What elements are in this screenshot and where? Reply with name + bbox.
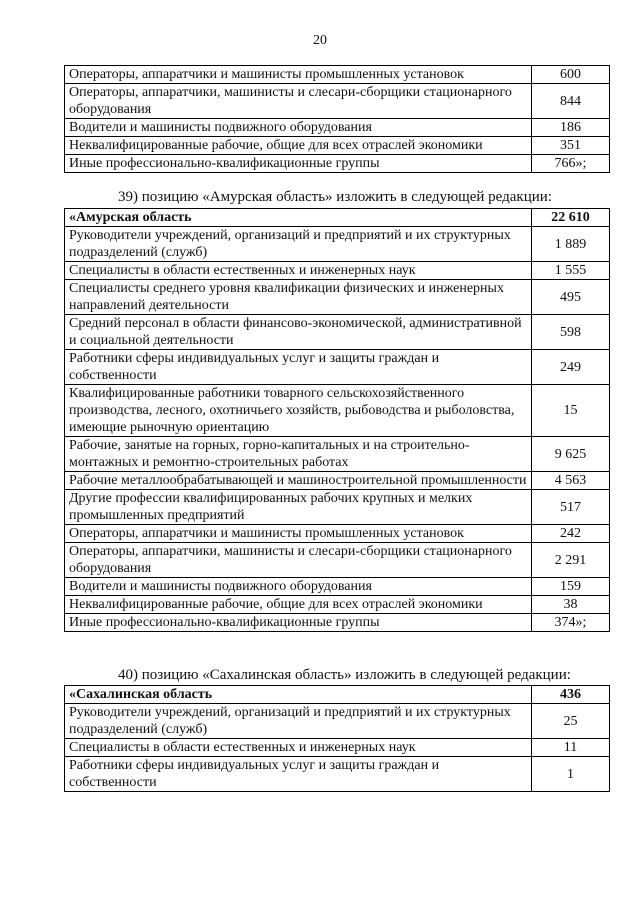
row-value: 186 [531, 119, 609, 137]
row-label: Иные профессионально-квалификационные группы [65, 614, 532, 632]
region-total: 22 610 [531, 209, 609, 227]
table-row [65, 227, 610, 262]
table-row [65, 84, 610, 119]
row-label: Операторы, аппаратчики, машинисты и слесари-сборщики стационарного оборудования [65, 84, 532, 119]
table-header-row [65, 209, 610, 227]
row-value: 38 [531, 596, 609, 614]
row-label: Неквалифицированные рабочие, общие для всех отраслей экономики [65, 137, 532, 155]
row-value: 844 [531, 84, 609, 119]
row-value: 1 555 [531, 262, 609, 280]
row-label: Специалисты в области естественных и инженерных наук [65, 739, 532, 757]
row-label: Специалисты среднего уровня квалификации физических и инженерных направлений деятельности [65, 280, 532, 315]
row-value: 517 [531, 490, 609, 525]
row-value: 495 [531, 280, 609, 315]
row-value: 374»; [531, 614, 609, 632]
row-label: Средний персонал в области финансово-экономической, административной и социальной деятельности [65, 315, 532, 350]
row-label: Иные профессионально-квалификационные группы [65, 155, 532, 173]
row-value: 1 889 [531, 227, 609, 262]
table-row [65, 614, 610, 632]
row-label: Операторы, аппаратчики, машинисты и слесари-сборщики стационарного оборудования [65, 543, 532, 578]
instruction-39: 39) позицию «Амурская область» изложить в следующей редакции: [118, 189, 552, 205]
table-row [65, 704, 610, 739]
row-label: Водители и машинисты подвижного оборудования [65, 578, 532, 596]
sakhalin-region-table [64, 685, 610, 792]
row-label: Неквалифицированные рабочие, общие для всех отраслей экономики [65, 596, 532, 614]
row-value: 2 291 [531, 543, 609, 578]
region-total: 436 [532, 686, 610, 704]
table-row [65, 119, 610, 137]
row-value: 598 [531, 315, 609, 350]
region-name: «Амурская область [65, 209, 532, 227]
table-row [65, 315, 610, 350]
row-value: 766»; [531, 155, 609, 173]
instruction-40: 40) позицию «Сахалинская область» изложить в следующей редакции: [118, 667, 571, 683]
row-label: Водители и машинисты подвижного оборудования [65, 119, 532, 137]
page-number: 20 [313, 33, 327, 48]
table-header-row [65, 686, 610, 704]
table-row [65, 385, 610, 437]
region-name: «Сахалинская область [65, 686, 532, 704]
table-row [65, 472, 610, 490]
table-row [65, 262, 610, 280]
row-value: 15 [531, 385, 609, 437]
row-label: Рабочие металлообрабатывающей и машиностроительной промышленности [65, 472, 532, 490]
amur-region-table [64, 208, 610, 632]
row-label: Квалифицированные работники товарного сельскохозяйственного производства, лесного, охотничьего хозяйств, рыбоводства и рыболовства, имеющие рыночную ориентацию [65, 385, 532, 437]
table-row [65, 350, 610, 385]
row-value: 600 [531, 66, 609, 84]
row-value: 242 [531, 525, 609, 543]
table-row [65, 578, 610, 596]
row-value: 4 563 [531, 472, 609, 490]
row-label: Руководители учреждений, организаций и предприятий и их структурных подразделений (служб) [65, 704, 532, 739]
table-row [65, 66, 610, 84]
row-label: Специалисты в области естественных и инженерных наук [65, 262, 532, 280]
row-value: 25 [532, 704, 610, 739]
table-row [65, 280, 610, 315]
row-label: Работники сферы индивидуальных услуг и защиты граждан и собственности [65, 757, 532, 792]
row-value: 351 [531, 137, 609, 155]
row-label: Рабочие, занятые на горных, горно-капитальных и на строительно-монтажных и ремонтно-строительных работах [65, 437, 532, 472]
row-value: 11 [532, 739, 610, 757]
table-row [65, 543, 610, 578]
table-row [65, 155, 610, 173]
table-row [65, 596, 610, 614]
row-value: 159 [531, 578, 609, 596]
row-value: 249 [531, 350, 609, 385]
table-row [65, 525, 610, 543]
continued-table [64, 65, 610, 173]
row-label: Работники сферы индивидуальных услуг и защиты граждан и собственности [65, 350, 532, 385]
row-label: Руководители учреждений, организаций и предприятий и их структурных подразделений (служб) [65, 227, 532, 262]
row-value: 9 625 [531, 437, 609, 472]
table-row [65, 437, 610, 472]
table-row [65, 757, 610, 792]
table-row [65, 739, 610, 757]
row-label: Операторы, аппаратчики и машинисты промышленных установок [65, 525, 532, 543]
row-label: Другие профессии квалифицированных рабочих крупных и мелких промышленных предприятий [65, 490, 532, 525]
row-value: 1 [532, 757, 610, 792]
table-row [65, 490, 610, 525]
row-label: Операторы, аппаратчики и машинисты промышленных установок [65, 66, 532, 84]
table-row [65, 137, 610, 155]
